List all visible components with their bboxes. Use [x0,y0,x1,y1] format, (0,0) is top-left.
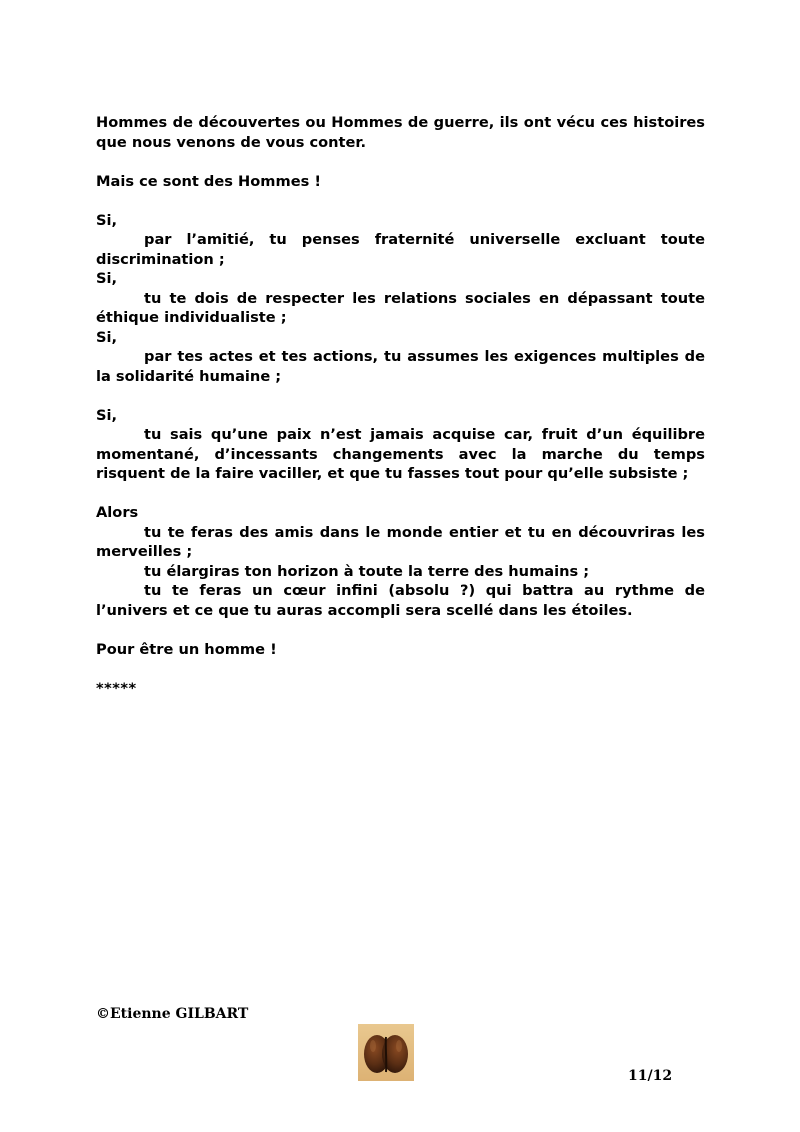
alors-clause-2: tu élargiras ton horizon à toute la terre des humains ; [144,562,590,580]
alors-clause-3: tu te feras un cœur infini (absolu ?) qui battra au rythme de l’univers et ce que tu auras accompli sera scellé dans les étoiles. [96,582,705,619]
si-label: Si, [96,328,118,346]
paragraph-gap [96,191,705,211]
coco-de-mer-seed-icon [358,1024,414,1081]
si-clause-1: par l’amitié, tu penses fraternité universelle excluant toute discrimination ; [96,231,705,268]
copyright-notice: ©Etienne GILBART [96,1006,249,1022]
paragraph-gap [96,386,705,406]
si-clause-2: tu te dois de respecter les relations sociales en dépassant toute éthique individualiste ; [96,289,705,326]
closing-line: Pour être un homme ! [96,640,277,658]
si-clause-3: par tes actes et tes actions, tu assumes les exigences multiples de la solidarité humaine ; [96,348,705,385]
si-label: Si, [96,211,118,229]
si-label: Si, [96,406,118,424]
document-body [96,113,705,698]
paragraph-gap [96,659,705,679]
intro-paragraph: Hommes de découvertes ou Hommes de guerre, ils ont vécu ces histoires que nous venons de vous conter. [96,114,705,151]
paragraph-gap [96,484,705,504]
paragraph-gap [96,620,705,640]
alors-label: Alors [96,504,139,521]
intro-exclamation: Mais ce sont des Hommes ! [96,172,322,190]
si-label: Si, [96,270,118,287]
si-clause-4: tu sais qu’une paix n’est jamais acquise car, fruit d’un équilibre momentané, d’incessants changements avec la marche du temps risquent de la faire vaciller, et que tu fasses tout pour qu’elle subsiste ; [96,426,705,482]
section-separator-stars: ***** [96,679,137,697]
page-number: 11/12 [628,1068,673,1084]
alors-clause-1: tu te feras des amis dans le monde entier et tu en découvriras les merveilles ; [96,523,705,560]
paragraph-gap [96,152,705,172]
